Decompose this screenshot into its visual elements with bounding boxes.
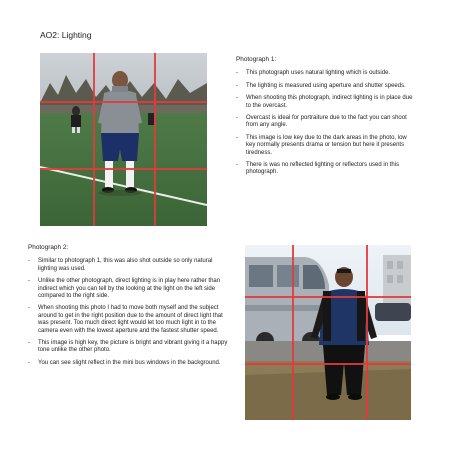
photograph-1 bbox=[40, 53, 207, 226]
grid-line-vertical-left bbox=[292, 245, 294, 420]
grid-line-horizontal-bottom bbox=[40, 168, 207, 170]
bullet-item: - When shooting this photo I had to move both myself and the subject around to get in the right position due to the amount of direct light that was present. Too much direct light would let too much light in to the camera even with the lowest aperture and the fastest shutter speed. bbox=[28, 305, 228, 335]
bullet-item: - This image is low key due to the dark areas in the photo, low key normally presents drama or tension but here it presents tiredness. bbox=[236, 135, 416, 157]
bullet-item: - The lighting is measured using aperture and shutter speeds. bbox=[236, 83, 416, 90]
photograph-2-bullet-list bbox=[28, 258, 228, 367]
bullet-item: - Overcast is ideal for portraiture due to the fact you can shoot from any angle. bbox=[236, 115, 416, 130]
photograph-1-heading: Photograph 1: bbox=[236, 56, 277, 63]
photograph-2 bbox=[245, 245, 411, 420]
bullet-item: - This image is high key, the picture is bright and vibrant giving it a happy tone unlike the other photo. bbox=[28, 340, 228, 355]
grid-line-horizontal-bottom bbox=[245, 363, 411, 365]
bullet-item: - Similar to photograph 1, this was also shot outside so only natural lighting was used. bbox=[28, 258, 228, 273]
bullet-item: - Unlike the other photograph, direct lighting is in play here rather than indirect which you can tell by the looking at the light on the left side compared to the right side. bbox=[28, 278, 228, 300]
photograph-1-image bbox=[40, 53, 207, 226]
photograph-2-image bbox=[245, 245, 411, 420]
grid-line-vertical-right bbox=[366, 245, 368, 420]
grid-line-vertical-left bbox=[93, 53, 95, 226]
bullet-item: - This photograph uses natural lighting which is outside. bbox=[236, 70, 416, 77]
bullet-item: - When shooting this photograph, indirect lighting is in place due to the overcast. bbox=[236, 95, 416, 110]
page-title: AO2: Lighting bbox=[40, 30, 92, 40]
grid-line-horizontal-top bbox=[245, 296, 411, 298]
photograph-2-notes bbox=[28, 244, 228, 372]
bullet-item: - There is was no reflected lighting or reflectors used in this photograph. bbox=[236, 162, 416, 177]
photograph-1-bullet-list bbox=[236, 70, 416, 176]
bullet-item: - You can see slight reflect in the mini bus windows in the background. bbox=[28, 360, 228, 367]
photograph-1-notes bbox=[236, 56, 416, 182]
grid-line-horizontal-top bbox=[40, 101, 207, 103]
grid-line-vertical-right bbox=[154, 53, 156, 226]
photograph-2-heading: Photograph 2: bbox=[28, 244, 69, 251]
